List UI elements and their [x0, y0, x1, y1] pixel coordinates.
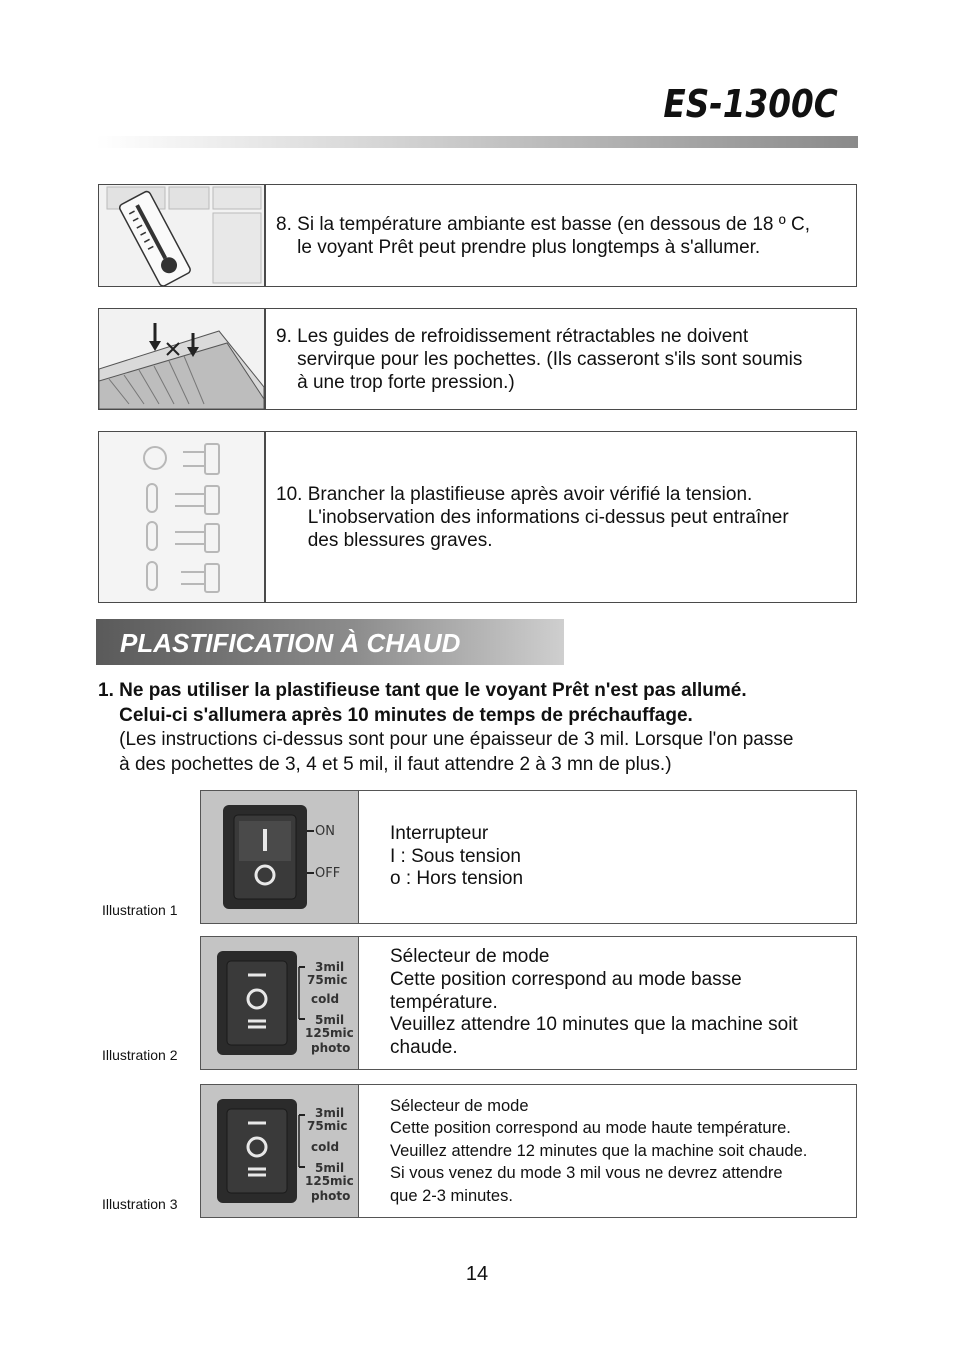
switch-label: cold — [311, 1140, 340, 1154]
switch-label: 125mic — [305, 1026, 354, 1040]
illustration-line: chaude. — [390, 1037, 458, 1059]
switch-label: 75mic — [307, 1119, 348, 1133]
section-title: PLASTIFICATION À CHAUD — [120, 628, 461, 658]
illustration-line: Sélecteur de mode — [390, 1096, 529, 1115]
note-text-9 — [266, 309, 856, 409]
section-banner — [96, 619, 564, 665]
note-box-8 — [98, 184, 857, 287]
illustration-line: Veuillez attendre 10 minutes que la machine soit — [390, 1014, 798, 1036]
illustration-box-3 — [200, 1084, 857, 1218]
switch-label-on: ON — [315, 824, 335, 839]
note-line: L'inobservation des informations ci-dessus peut entraîner — [307, 506, 789, 528]
note-line: à une trop forte pression.) — [297, 371, 515, 393]
switch-label: photo — [311, 1041, 351, 1055]
illustration-line: température. — [390, 991, 498, 1013]
instruction-line: à des pochettes de 3, 4 et 5 mil, il faut attendre 2 à 3 mn de plus.) — [119, 753, 672, 775]
mode-selector-icon — [201, 1085, 359, 1217]
illustration-line: Si vous venez du mode 3 mil vous ne devrez attendre — [390, 1164, 783, 1183]
note-line: servirque pour les pochettes. (Ils casseront s'ils sont soumis — [297, 348, 803, 370]
illustration-text-2 — [359, 937, 856, 1069]
switch-label: photo — [311, 1189, 351, 1203]
illustration-line: que 2-3 minutes. — [390, 1186, 513, 1205]
page-number: 14 — [465, 1263, 489, 1285]
note-line: Les guides de refroidissement rétractables ne doivent — [297, 325, 749, 347]
instruction-bold-line: Ne pas utiliser la plastifieuse tant que le voyant Prêt n'est pas allumé. — [119, 680, 747, 701]
switch-label-off: OFF — [315, 866, 341, 881]
note-box-10 — [98, 431, 857, 603]
illustration-text-3 — [359, 1085, 856, 1217]
illustration-line: Veuillez attendre 12 minutes que la machine soit chaude. — [390, 1141, 808, 1160]
model-title: ES-1300C — [663, 82, 838, 126]
note-line: des blessures graves. — [307, 529, 493, 551]
note-line: Brancher la plastifieuse après avoir vérifié la tension. — [307, 483, 753, 505]
note-text-8 — [266, 185, 856, 286]
switch-label: 5mil — [315, 1161, 345, 1175]
note-number: 9. — [276, 325, 292, 347]
note-number: 8. — [276, 213, 292, 235]
illustration-line: Cette position correspond au mode basse — [390, 968, 742, 990]
header-rule — [96, 136, 858, 148]
illustration-line: I : Sous tension — [390, 845, 521, 867]
plug-types-icon — [99, 432, 266, 602]
switch-label: cold — [311, 992, 340, 1006]
power-switch-icon — [201, 791, 359, 923]
illustration-line: Cette position correspond au mode haute température. — [390, 1119, 791, 1138]
instruction-number: 1. — [98, 680, 114, 701]
note-line: Si la température ambiante est basse (en dessous de 18 º C, — [297, 213, 810, 235]
note-text-10 — [266, 432, 856, 602]
switch-label: 5mil — [315, 1013, 345, 1027]
illustration-line: Sélecteur de mode — [390, 946, 550, 968]
switch-label: 125mic — [305, 1174, 354, 1188]
cooling-guide-icon — [99, 309, 266, 409]
illustration-line: Interrupteur — [390, 823, 489, 844]
illustration-label: Illustration 2 — [102, 1047, 178, 1063]
note-box-9 — [98, 308, 857, 410]
instruction-1 — [98, 679, 858, 777]
illustration-line: o : Hors tension — [390, 868, 524, 890]
switch-label: 3mil — [315, 1106, 345, 1120]
note-line: le voyant Prêt peut prendre plus longtemps à s'allumer. — [297, 236, 761, 258]
switch-label: 3mil — [315, 960, 345, 974]
illustration-label: Illustration 1 — [102, 902, 178, 918]
instruction-bold-line: Celui-ci s'allumera après 10 minutes de temps de préchauffage. — [119, 704, 693, 726]
thermometer-icon — [99, 185, 266, 286]
illustration-box-1 — [200, 790, 857, 924]
note-number: 10. — [276, 483, 303, 505]
mode-selector-icon — [201, 937, 359, 1069]
illustration-box-2 — [200, 936, 857, 1070]
instruction-line: (Les instructions ci-dessus sont pour une épaisseur de 3 mil. Lorsque l'on passe — [119, 729, 794, 750]
switch-label: 75mic — [307, 973, 348, 987]
illustration-text-1 — [359, 791, 856, 923]
illustration-label: Illustration 3 — [102, 1196, 178, 1212]
